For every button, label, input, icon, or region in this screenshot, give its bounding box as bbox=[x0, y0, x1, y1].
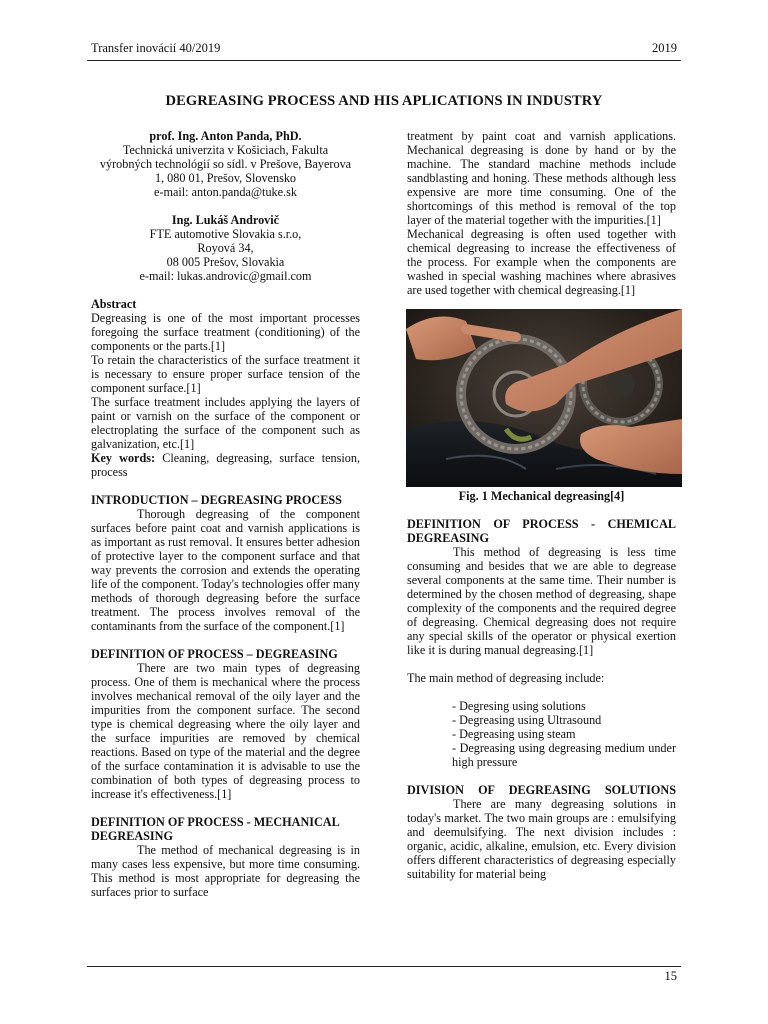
figure-caption: Fig. 1 Mechanical degreasing[4] bbox=[458, 489, 625, 503]
heading-line-1: DEFINITION OF PROCESS - MECHANICAL bbox=[91, 815, 340, 829]
section-body-mechanical: The method of mechanical degreasing is in many cases less expensive, but more time consuming. This method is most appropriate for degreasing the surfaces prior to surface bbox=[91, 843, 360, 899]
page-number: 15 bbox=[664, 969, 677, 983]
author1-affiliation-1: Technická univerzita v Košiciach, Fakulta bbox=[122, 143, 329, 157]
figure-mechanical-degreasing bbox=[406, 309, 682, 487]
keywords-text: Cleaning, degreasing, surface tension, process bbox=[91, 451, 360, 479]
author2-email: e-mail: lukas.androvic@gmail.com bbox=[139, 269, 312, 283]
heading-line-1: DEFINITION OF PROCESS - CHEMICAL bbox=[407, 517, 676, 531]
mechanical-continued: treatment by paint coat and varnish applications. Mechanical degreasing is done by hand or by the machine. The standard machine methods include sandblasting and honing. These methods although less expensive are more time consuming. One of the shortcomings of this method is removal of the top layer of the material together with the impurities.[1] bbox=[407, 129, 676, 227]
right-column bbox=[407, 129, 676, 881]
list-item: - Degreasing using steam bbox=[452, 727, 576, 741]
author1-affiliation-2: výrobných technológií so sídl. v Prešove, Bayerova bbox=[99, 157, 352, 171]
section-body-degreasing: There are two main types of degreasing process. One of them is mechanical where the process involves mechanical removal of the oily layer and the impurities from the component surface. The second type is chemical degreasing where the oily layer and the surface impurities are removed by chemical reactions. Based on type of the material and the degree of the surface contamination it is advisable to use the combination of both types of degreasing process to increase it's effectiveness.[1] bbox=[91, 661, 360, 801]
abstract-paragraph: To retain the characteristics of the surface treatment it is necessary to ensure proper surface tension of the component surface.[1] bbox=[91, 353, 360, 395]
keywords bbox=[91, 451, 360, 479]
author1-block bbox=[91, 129, 360, 199]
section-heading-division: DIVISION OF DEGREASING SOLUTIONS bbox=[407, 783, 676, 797]
figure-photo bbox=[406, 309, 682, 487]
section-heading-introduction: INTRODUCTION – DEGREASING PROCESS bbox=[91, 493, 342, 507]
section-body-division: There are many degreasing solutions in today's market. The two main groups are : emulsifying and deemulsifying. The next division includes : organic, acidic, alkaline, emulsion, etc. Every division offers different characteristics of degreasing especially suitability for material being bbox=[407, 797, 676, 881]
header-rule bbox=[87, 60, 681, 61]
section-heading-chemical bbox=[407, 517, 676, 545]
left-column bbox=[91, 129, 360, 899]
methods-list bbox=[407, 699, 676, 769]
author1-name: prof. Ing. Anton Panda, PhD. bbox=[149, 129, 302, 143]
heading-line-2: DEGREASING bbox=[91, 829, 173, 843]
journal-name: Transfer inovácií 40/2019 bbox=[91, 41, 221, 55]
section-body-chemical: This method of degreasing is less time consuming and besides that we are able to degrease several components at the same time. Their number is determined by the chosen method of degreasing, shape complexity of the components and the required degree of degreasing. Chemical degreasing does not require any special skills of the operator or physical exertion like it is during manual degreasing.[1] bbox=[407, 545, 676, 657]
heading-line-2: DEGREASING bbox=[407, 531, 489, 545]
list-item: - Degresing using solutions bbox=[452, 699, 586, 713]
author2-block bbox=[91, 213, 360, 283]
keywords-label: Key words: bbox=[91, 451, 156, 465]
abstract-heading: Abstract bbox=[91, 297, 137, 311]
mechanical-combined: Mechanical degreasing is often used together with chemical degreasing to increase the effectiveness of the process. For example when the components are washed in special washing machines where abrasives are used together with chemical degreasing.[1] bbox=[407, 227, 676, 297]
author1-email: e-mail: anton.panda@tuke.sk bbox=[154, 185, 297, 199]
abstract-paragraph: The surface treatment includes applying the layers of paint or varnish on the surface of the component or electroplating the surface of the component such as galvanization, etc.[1] bbox=[91, 395, 360, 451]
author2-affiliation-2: Royová 34, bbox=[197, 241, 254, 255]
running-header bbox=[91, 40, 677, 60]
section-heading-degreasing: DEFINITION OF PROCESS – DEGREASING bbox=[91, 647, 338, 661]
paper-title: DEGREASING PROCESS AND HIS APLICATIONS IN INDUSTRY bbox=[165, 93, 603, 109]
header-year: 2019 bbox=[652, 41, 677, 55]
section-body-introduction: Thorough degreasing of the component surfaces before paint coat and varnish applications is as important as rust removal. It ensures better adhesion of protective layer to the component surface and that way prevents the corrosion and extends the operating life of the component. Today's technologies offer many methods of thorough degreasing before the surface treatment. The process involves removal of the contaminants from the surface of the component.[1] bbox=[91, 507, 360, 633]
list-item: - Degreasing using degreasing medium under high pressure bbox=[452, 741, 676, 769]
abstract-paragraph: Degreasing is one of the most important processes foregoing the surface treatment (conditioning) of the components or the parts.[1] bbox=[91, 311, 360, 353]
list-item: - Degreasing using Ultrasound bbox=[452, 713, 602, 727]
section-heading-mechanical bbox=[91, 815, 360, 843]
author2-affiliation-3: 08 005 Prešov, Slovakia bbox=[166, 255, 285, 269]
author2-name: Ing. Lukáš Androvič bbox=[171, 213, 280, 227]
footer-rule bbox=[87, 966, 681, 967]
author2-affiliation-1: FTE automotive Slovakia s.r.o, bbox=[149, 227, 302, 241]
methods-list-intro: The main method of degreasing include: bbox=[407, 671, 605, 685]
author1-affiliation-3: 1, 080 01, Prešov, Slovensko bbox=[154, 171, 297, 185]
